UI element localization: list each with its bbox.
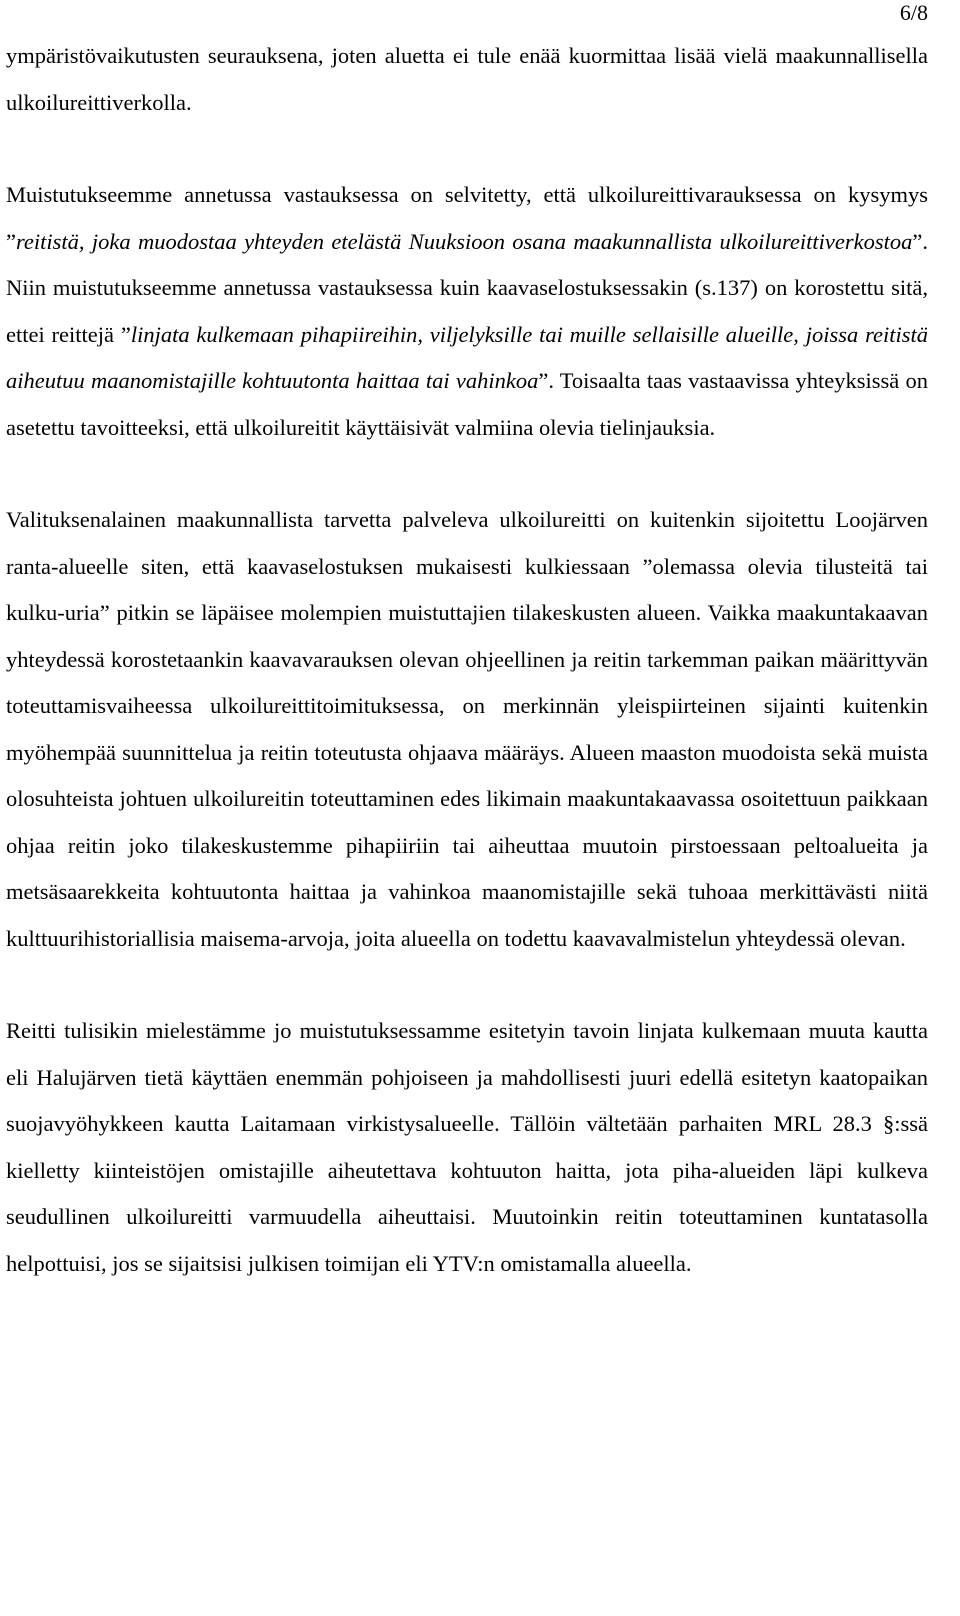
- quoted-text: linjata kulkemaan pihapiireihin, viljelyksille tai muille sellaisille alueille, joissa reitistä aiheutuu maanomistajille kohtuutonta haittaa tai vahinkoa: [6, 321, 928, 393]
- paragraph: [6, 172, 928, 451]
- paragraph-text: Muistutukseemme annetussa vastauksessa on selvitetty, että ulkoilureittivarauksessa on kysymys ”: [6, 182, 928, 254]
- paragraph-text: Valituksenalainen maakunnallista tarvetta palveleva ulkoilureitti on kuitenkin sijoitettu Loojärven ranta-alueelle siten, että kaavaselostuksen mukaisesti kulkiessaan ”olemassa olevia tilusteitä tai kulku-uria” pitkin se läpäisee molempien muistuttajien tilakeskusten alueen. Vaikka maakuntakaavan yhteydessä korostetaankin kaavavarauksen olevan ohjeellinen ja reitin tarkemman paikan määrittyvän toteuttamisvaiheessa ulkoilureittitoimituksessa, on merkinnän yleispiirteinen sijainti kuitenkin myöhempää suunnittelua ja reitin toteutusta ohjaava määräys. Alueen maaston muodoista sekä muista olosuhteista johtuen ulkoilureitin toteuttaminen edes likimain maakuntakaavassa osoitettuun paikkaan ohjaa reitin joko tilakeskustemme pihapiiriin tai aiheuttaa muutoin pirstoessaan peltoalueita ja metsäsaarekkeita kohtuutonta haittaa ja vahinkoa maanomistajille sekä tuhoaa merkittävästi niitä kulttuurihistoriallisia maisema-arvoja, joita alueella on todettu kaavavalmistelun yhteydessä olevan.: [6, 507, 928, 951]
- paragraph-text: Reitti tulisikin mielestämme jo muistutuksessamme esitetyin tavoin linjata kulkemaan muuta kautta eli Halujärven tietä käyttäen enemmän pohjoiseen ja mahdollisesti juuri edellä esitetyn kaatopaikan suojavyöhykkeen kautta Laitamaan virkistysalueelle. Tällöin vältetään parhaiten MRL 28.3 §:ssä kielletty kiinteistöjen omistajille aiheutettava kohtuuton haitta, jota piha-alueiden läpi kulkeva seudullinen ulkoilureitti varmuudella aiheuttaisi. Muutoinkin reitin toteuttaminen kuntatasolla helpottuisi, jos se sijaitsisi julkisen toimijan eli YTV:n omistamalla alueella.: [6, 1018, 928, 1276]
- paragraph: [6, 33, 928, 126]
- document-body: [6, 33, 928, 1287]
- paragraph: [6, 497, 928, 962]
- quoted-text: reitistä, joka muodostaa yhteyden etelästä Nuuksioon osana maakunnallista ulkoilureittiverkostoa: [16, 228, 913, 254]
- paragraph-text: ”. Toisaalta taas vastaavissa yhteyksissä on asetettu tavoitteeksi, että ulkoilureitit käyttäisivät valmiina olevia tielinjauksia.: [6, 368, 928, 440]
- page-number: 6/8: [899, 0, 928, 25]
- paragraph: [6, 1008, 928, 1287]
- paragraph-text: ympäristövaikutusten seurauksena, joten aluetta ei tule enää kuormittaa lisää vielä maakunnallisella ulkoilureittiverkolla.: [6, 43, 928, 115]
- paragraph-text: ”. Niin muistutukseemme annetussa vastauksessa kuin kaavaselostuksessakin (s.137) on korostettu sitä, ettei reittejä ”: [6, 228, 928, 347]
